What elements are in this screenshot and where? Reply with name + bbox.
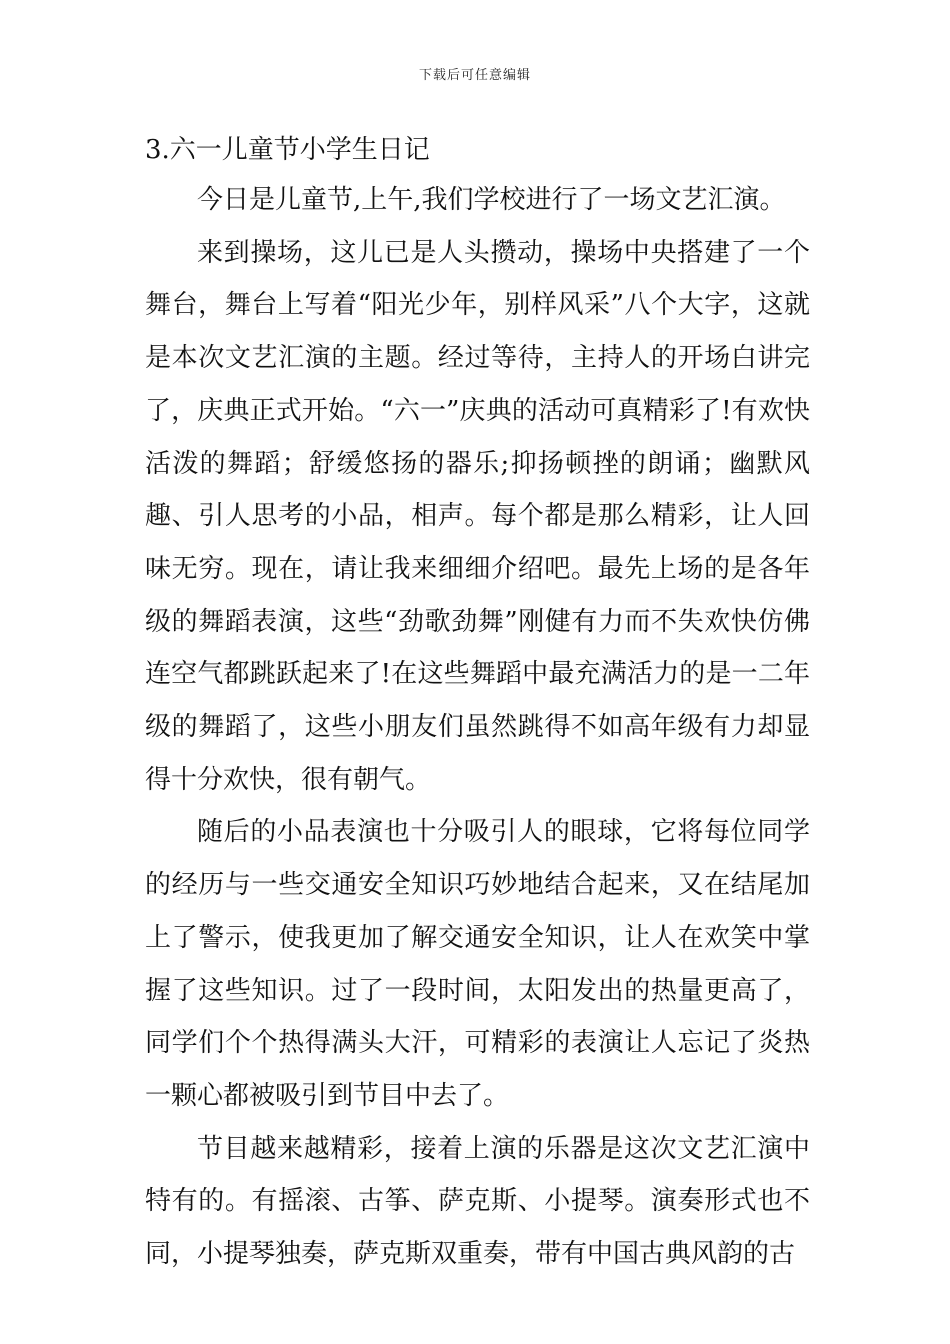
paragraph-4: 节目越来越精彩，接着上演的乐器是这次文艺汇演中特有的。有摇滚、古筝、萨克斯、小提琴。演奏形式也不同，小提琴独奏，萨克斯双重奏，带有中国古典风韵的古	[145, 1133, 810, 1270]
paragraph-3: 随后的小品表演也十分吸引人的眼球，它将每位同学的经历与一些交通安全知识巧妙地结合起来，又在结尾加上了警示，使我更加了解交通安全知识，让人在欢笑中掌握了这些知识。过了一段时间，太阳发出的热量更高了，同学们个个热得满头大汗，可精彩的表演让人忘记了炎热一颗心都被吸引到节目中去了。	[145, 817, 810, 1111]
header-note: 下载后可任意编辑	[418, 68, 531, 83]
document-title: 3.六一儿童节小学生日记	[145, 135, 430, 165]
document-body	[145, 126, 810, 1281]
paragraph-2: 来到操场，这儿已是人头攒动，操场中央搭建了一个舞台，舞台上写着“阳光少年，别样风采”八个大字，这就是本次文艺汇演的主题。经过等待，主持人的开场白讲完了，庆典正式开始。“六一”庆典的活动可真精彩了!有欢快活泼的舞蹈；舒缓悠扬的器乐;抑扬顿挫的朗诵；幽默风趣、引人思考的小品，相声。每个都是那么精彩，让人回味无穷。现在，请让我来细细介绍吧。最先上场的是各年级的舞蹈表演，这些“劲歌劲舞”刚健有力而不失欢快仿佛连空气都跳跃起来了!在这些舞蹈中最充满活力的是一二年级的舞蹈了，这些小朋友们虽然跳得不如高年级有力却显得十分欢快，很有朝气。	[145, 237, 810, 795]
paragraph-1: 今日是儿童节,上午,我们学校进行了一场文艺汇演。	[197, 185, 786, 215]
